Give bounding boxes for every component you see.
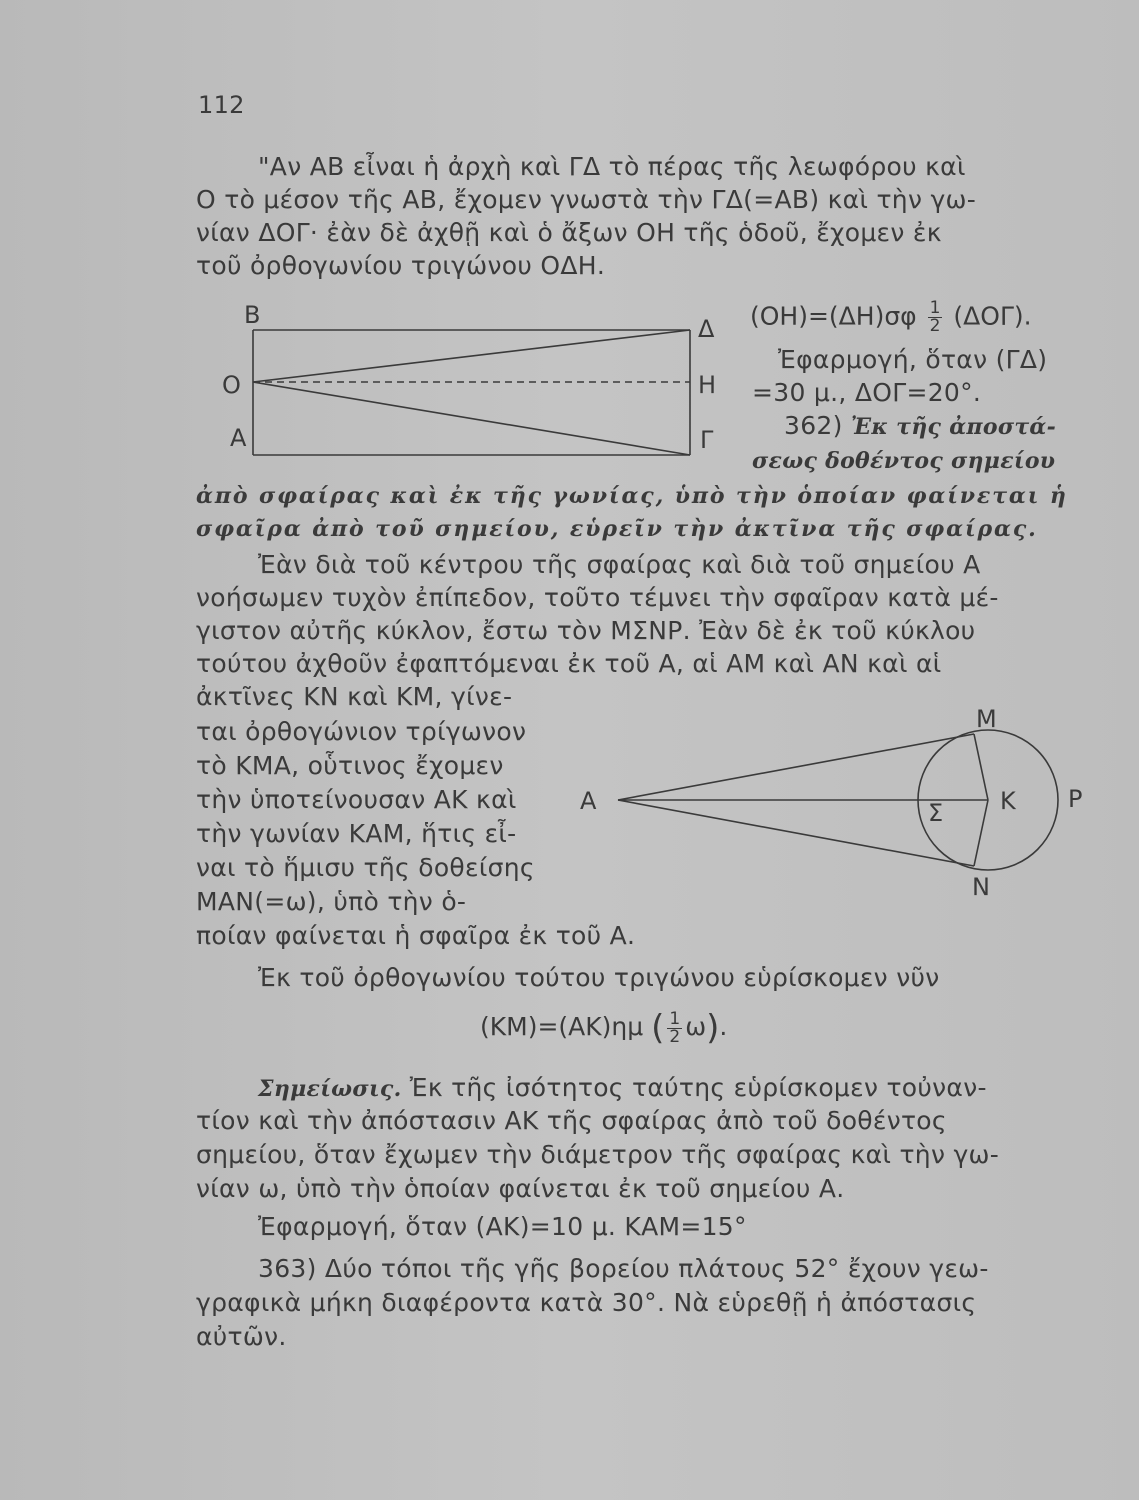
para1-line2: Ο τὸ μέσον τῆς ΑΒ, ἔχομεν γνωστὰ τὴν ΓΔ(=ΑΒ) καὶ τὴν γω- [196,185,977,214]
para2-line7: τὸ ΚΜΑ, οὗτινος ἔχομεν [196,751,504,780]
para1-line1: "Αν ΑΒ εἶναι ἡ ἀρχὴ καὶ ΓΔ τὸ πέρας τῆς λεωφόρου καὶ [258,152,966,181]
note-line3: σημείου, ὅταν ἔχωμεν τὴν διάμετρον τῆς σφαίρας καὶ τὴν γω- [196,1140,1000,1169]
formula-km-fraction [667,1008,682,1047]
para2-line8: τὴν ὑποτείνουσαν ΑΚ καὶ [196,785,517,814]
para2-line1: Ἐὰν διὰ τοῦ κέντρου τῆς σφαίρας καὶ διὰ τοῦ σημείου Α [258,550,981,579]
formula-oh-den: 2 [929,316,941,336]
formula-km-den: 2 [669,1026,681,1047]
fig2-label-rho: Ρ [1068,785,1083,813]
formula-km-left: (ΚΜ)=(ΑΚ)ημ [480,1012,644,1041]
note-line1-text: Ἐκ τῆς ἰσότητος ταύτης εὑρίσκομεν τοὐναν- [409,1073,987,1102]
formula-km-var: ω [685,1012,707,1041]
problem362-number: 362) [784,411,843,440]
formula-oh-left: (ΟΗ)=(ΔΗ)σφ [750,301,917,331]
fig2-label-m: Μ [976,705,997,733]
para2-line11: ΜΑΝ(=ω), ὑπὸ τὴν ὁ- [196,887,467,916]
fig2-label-n: Ν [972,873,990,901]
fig1-label-a: Α [230,424,247,452]
para1-line4: τοῦ ὀρθογωνίου τριγώνου ΟΔΗ. [196,251,606,280]
fig1-label-o: Ο [222,371,241,399]
problem362-line4: σφαῖρα ἀπὸ τοῦ σημείου, εὑρεῖν τὴν ἀκτῖνα τῆς σφαίρας. [196,516,1038,542]
problem363-line2: γραφικὰ μήκη διαφέροντα κατὰ 30°. Νὰ εὑρεθῇ ἡ ἀπόστασις [196,1288,977,1317]
formula-km: (ΚΜ)=(ΑΚ)ημ ( $\frac{1}{2}$ ω). [480,1008,728,1048]
para2-line3: γιστον αὐτῆς κύκλον, ἔστω τὸν ΜΣΝΡ. Ἐὰν δὲ ἐκ τοῦ κύκλου [196,616,976,645]
fig2-label-sigma: Σ [928,799,944,827]
para2-line10: ναι τὸ ἥμισυ τῆς δοθείσης [196,853,535,882]
problem363-line1: 363) Δύο τόποι τῆς γῆς βορείου πλάτους 52° ἔχουν γεω- [258,1254,989,1283]
road-figure [220,300,730,465]
problem362-title-start: Ἐκ τῆς ἀποστά- [850,414,1057,440]
para2-line12: ποίαν φαίνεται ἡ σφαῖρα ἐκ τοῦ Α. [196,921,636,950]
fig2-label-k: Κ [1000,787,1016,815]
para2-line9: τὴν γωνίαν ΚΑΜ, ἥτις εἶ- [196,819,517,848]
note-label: Σημείωσις. [258,1076,402,1102]
formula-km-num: 1 [669,1008,681,1029]
formula-oh-num: 1 [929,298,941,318]
page-number: 112 [198,91,245,119]
note-line1 [258,1073,987,1104]
note-line2: τίον καὶ τὴν ἀπόστασιν ΑΚ τῆς σφαίρας ἀπὸ τοῦ δοθέντος [196,1106,947,1135]
fig1-label-b: Β [244,301,261,329]
application1-line2: =30 μ., ΔΟΓ=20°. [752,378,982,407]
para3-line: Ἐκ τοῦ ὀρθογωνίου τούτου τριγώνου εὑρίσκομεν νῦν [258,963,940,992]
fig1-label-h: Η [698,371,717,399]
para2-line5: ἀκτῖνες ΚΝ καὶ ΚΜ, γίνε- [196,682,513,711]
application1-line1: Ἐφαρμογή, ὅταν (ΓΔ) [778,345,1048,374]
formula-oh-right: (ΔΟΓ). [953,301,1032,331]
formula-oh [750,300,1032,335]
fig2-label-a: Α [580,787,597,815]
problem363-line3: αὐτῶν. [196,1322,287,1351]
application2-line: Ἐφαρμογή, ὅταν (ΑΚ)=10 μ. ΚΑΜ=15° [258,1212,747,1241]
para2-line2: νοήσωμεν τυχὸν ἐπίπεδον, τοῦτο τέμνει τὴν σφαῖραν κατὰ μέ- [196,583,999,612]
note-line4: νίαν ω, ὑπὸ τὴν ὁποίαν φαίνεται ἐκ τοῦ σημείου Α. [196,1174,845,1203]
para2-line4: τούτου ἀχθοῦν ἐφαπτόμεναι ἐκ τοῦ Α, αἱ ΑΜ καὶ ΑΝ καὶ αἱ [196,649,942,678]
problem362-line2: σεως δοθέντος σημείου [752,448,1056,474]
formula-km-end: . [719,1012,728,1041]
para2-line6: ται ὀρθογώνιον τρίγωνον [196,717,527,746]
para1-line3: νίαν ΔΟΓ· ἐὰν δὲ ἀχθῇ καὶ ὁ ἄξων ΟΗ τῆς ὁδοῦ, ἔχομεν ἐκ [196,218,942,247]
problem362-line3: ἀπὸ σφαίρας καὶ ἐκ τῆς γωνίας, ὑπὸ τὴν ὁποίαν φαίνεται ἡ [196,483,1068,509]
fig1-label-gamma: Γ [700,426,714,454]
fig1-label-delta: Δ [698,315,715,343]
problem362-line1 [784,411,1056,442]
formula-oh-fraction [928,300,943,335]
